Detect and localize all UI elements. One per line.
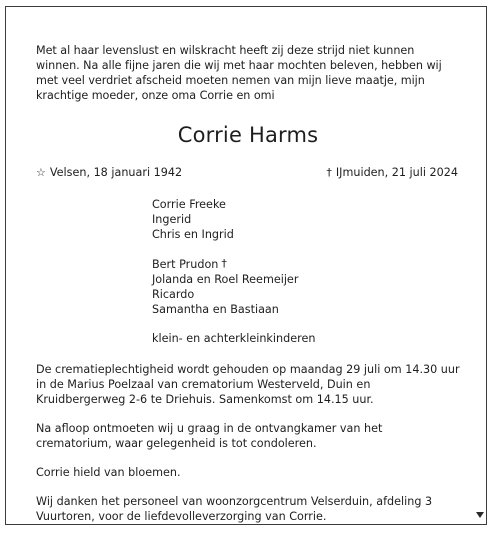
deceased-name: Corrie Harms — [177, 123, 319, 147]
reception-paragraph: Na afloop ontmoeten wij u graag in de ontvangkamer van het crematorium, waar gelegenheid is tot condoleren. — [36, 422, 383, 450]
flowers-paragraph: Corrie hield van bloemen. — [36, 466, 181, 479]
family-member: Samantha en Bastiaan — [152, 303, 279, 316]
ceremony-paragraph: De crematieplechtigheid wordt gehouden op maandag 29 juli om 14.30 uur in de Marius Poelzaal van crematorium Westerveld, Duin en Kruidbergerweg 2-6 te Driehuis. Samenkomst om 14.15 uur. — [36, 363, 460, 406]
family-group — [152, 256, 460, 317]
family-member-name: Bert Prudon — [152, 258, 219, 271]
family-member: Chris en Ingrid — [152, 228, 234, 241]
caret-down-icon — [476, 512, 484, 518]
family-member: Ricardo — [152, 288, 195, 301]
cross-icon: † — [221, 257, 227, 270]
family-group — [152, 197, 460, 242]
birth-info — [36, 165, 182, 180]
cross-icon: † — [326, 166, 332, 179]
star-icon: ☆ — [36, 166, 46, 179]
family-group — [152, 331, 460, 346]
death-info — [326, 165, 458, 180]
family-member: Ingerid — [152, 213, 192, 226]
intro-text: Met al haar levenslust en wilskracht heeft zij deze strijd niet kunnen winnen. Na alle fijne jaren die wij met haar mochten beleven, hebben wij met veel verdriet afscheid moeten nemen van mijn lieve maatje, mijn krachtige moeder, onze oma Corrie en omi — [36, 44, 442, 102]
notice-frame — [5, 6, 487, 525]
family-member: Corrie Freeke — [152, 198, 226, 211]
family-list — [152, 197, 460, 346]
family-member: Jolanda en Roel Reemeijer — [152, 273, 299, 286]
birth-text: Velsen, 18 januari 1942 — [49, 166, 183, 179]
family-member: klein- en achterkleinkinderen — [152, 332, 316, 345]
life-dates — [36, 165, 460, 180]
notice-content — [36, 43, 460, 524]
death-text: IJmuiden, 21 juli 2024 — [335, 166, 458, 179]
thanks-paragraph: Wij danken het personeel van woonzorgcentrum Velserduin, afdeling 3 Vuurtoren, voor de liefdevolleverzorging van Corrie. — [36, 495, 433, 523]
family-member-deceased — [152, 256, 460, 272]
